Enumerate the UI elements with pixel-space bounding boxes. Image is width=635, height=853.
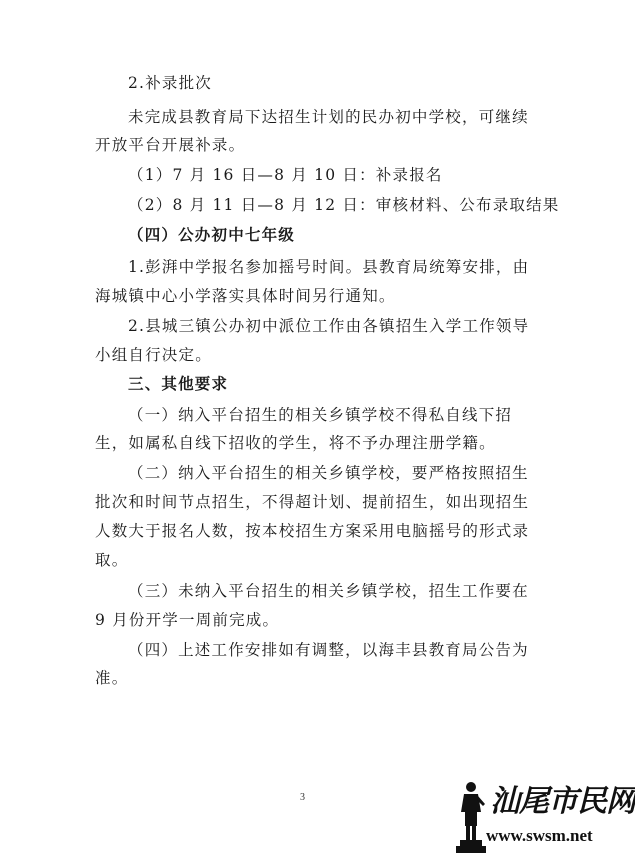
paragraph-line: （三）未纳入平台招生的相关乡镇学校，招生工作要在 — [128, 582, 529, 600]
paragraph-line: （二）纳入平台招生的相关乡镇学校，要严格按照招生 — [128, 464, 529, 482]
paragraph-line: 批次和时间节点招生，不得超计划、提前招生，如出现招生 — [95, 493, 530, 511]
paragraph-line: 准。 — [95, 669, 129, 687]
paragraph-line: 人数大于报名人数，按本校招生方案采用电脑摇号的形式录 — [95, 522, 530, 540]
schedule-item-1: （1）7 月 16 日—8 月 10 日：补录报名 — [128, 166, 443, 184]
section-heading-other-requirements: 三、其他要求 — [128, 374, 229, 393]
paragraph-line: 生，如属私自线下招收的学生，将不予办理注册学籍。 — [95, 434, 496, 452]
site-watermark — [450, 778, 635, 853]
paragraph-line: 海城镇中心小学落实具体时间另行通知。 — [95, 287, 396, 305]
paragraph-line: 未完成县教育局下达招生计划的民办初中学校，可继续 — [128, 108, 529, 126]
paragraph-line: 开放平台开展补录。 — [95, 136, 246, 154]
paragraph-line: 9 月份开学一周前完成。 — [95, 611, 280, 629]
paragraph-line: （四）上述工作安排如有调整，以海丰县教育局公告为 — [128, 641, 529, 659]
paragraph-line: （一）纳入平台招生的相关乡镇学校不得私自线下招 — [128, 406, 513, 424]
schedule-item-2: （2）8 月 11 日—8 月 12 日：审核材料、公布录取结果 — [128, 196, 560, 214]
page-number: 3 — [300, 792, 305, 803]
paragraph-line: 小组自行决定。 — [95, 346, 212, 364]
paragraph-line: 2.县城三镇公办初中派位工作由各镇招生入学工作领导 — [128, 317, 530, 335]
paragraph-line: 取。 — [95, 551, 129, 569]
paragraph-line: 1.彭湃中学报名参加摇号时间。县教育局统筹安排，由 — [128, 258, 530, 276]
section-heading-public-junior: （四）公办初中七年级 — [128, 225, 296, 244]
watermark-title: 汕尾市民网 — [490, 784, 635, 819]
watermark-url: www.swsm.net — [486, 826, 593, 845]
statue-silhouette-icon — [450, 778, 490, 853]
heading-supplementary-batch: 2.补录批次 — [128, 74, 212, 92]
